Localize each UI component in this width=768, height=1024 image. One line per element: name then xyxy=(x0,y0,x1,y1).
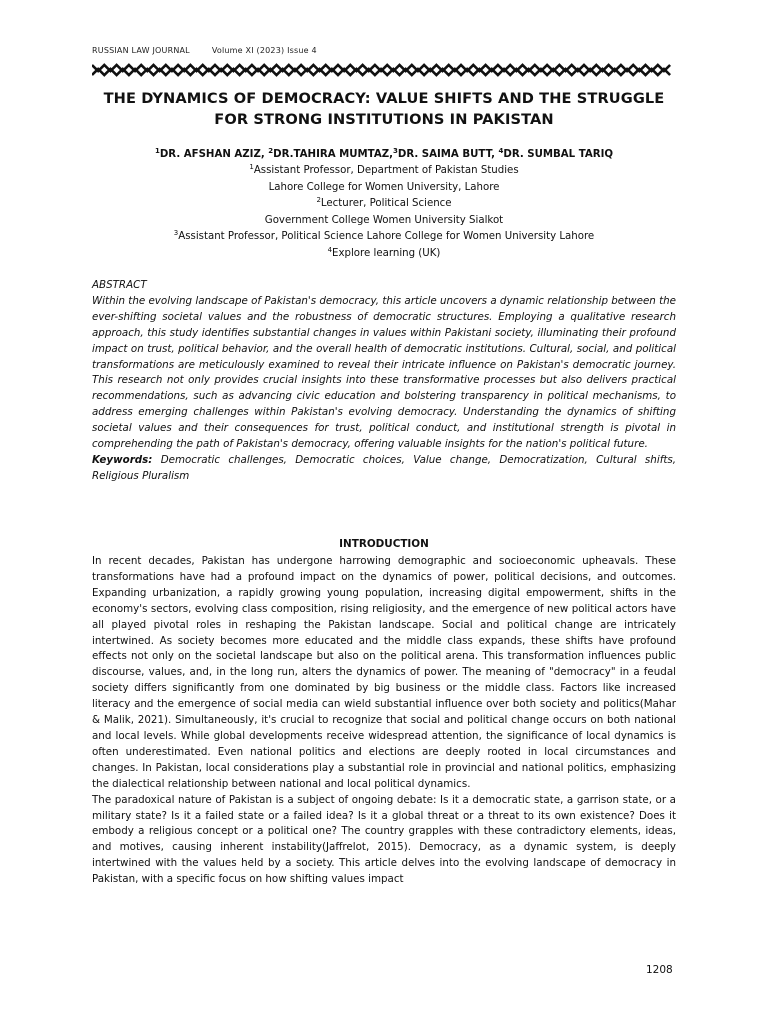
affiliation-text: Assistant Professor, Department of Pakistan Studies xyxy=(253,165,519,176)
affiliation-line xyxy=(92,163,676,180)
keywords-text: Democratic challenges, Democratic choices, Value change, Democratization, Cultural shifts, Religious Pluralism xyxy=(92,453,676,482)
ornamental-divider xyxy=(92,62,676,78)
author-name: DR. SUMBAL TARIQ xyxy=(503,149,614,160)
body-paragraph: The paradoxical nature of Pakistan is a subject of ongoing debate: Is it a democratic state, a garrison state, or a military state? Is it a failed state or a failed idea? Is it a global threat or a threat to its own existence? Does it embody a religious concept or a political one? The country grapples with these contradictory elements, ideas, and motives, causing inherent instability(Jaffrelot, 2015). Democracy, as a dynamic system, is deeply intertwined with the values held by a society. This article delves into the evolving landscape of democracy in Pakistan, with a specific focus on how shifting values impact xyxy=(92,793,676,886)
page-number: 1208 xyxy=(646,964,673,976)
paper-title xyxy=(92,88,676,130)
affiliation-text: Lahore College for Women University, Lahore xyxy=(268,181,500,193)
affiliation-sup: 1 xyxy=(249,163,254,171)
affiliation-text: Explore learning (UK) xyxy=(332,247,441,259)
affiliation-text: Government College Women University Sialkot xyxy=(264,214,504,226)
affiliation-line xyxy=(92,229,676,246)
affiliation-line xyxy=(92,213,676,230)
author-sup: 4 xyxy=(498,147,504,155)
affiliation-text: Assistant Professor, Political Science Lahore College for Women University Lahore xyxy=(178,231,595,242)
affiliation-line xyxy=(92,246,676,263)
author-sup: 1 xyxy=(154,147,160,155)
title-line-1: THE DYNAMICS OF DEMOCRACY: VALUE SHIFTS AND THE STRUGGLE xyxy=(103,90,665,107)
abstract-heading: ABSTRACT xyxy=(92,279,147,291)
journal-volume: Volume XI (2023) Issue 4 xyxy=(211,46,317,55)
abstract-section xyxy=(92,278,676,485)
introduction-heading: INTRODUCTION xyxy=(339,538,429,550)
introduction-body xyxy=(92,554,676,888)
author-name: DR. AFSHAN AZIZ, xyxy=(159,149,269,160)
author-sup: 3 xyxy=(392,147,398,155)
abstract-text: Within the evolving landscape of Pakistan's democracy, this article uncovers a dynamic relationship between the ever-shifting societal values and the robustness of democratic structures. Employing a qualitative research approach, this study identifies substantial changes in values within Pakistani society, illuminating their profound impact on trust, political behavior, and the overall health of democratic institutions. Cultural, social, and political transformations are meticulously examined to reveal their intricate influence on Pakistan's democratic journey. This research not only provides crucial insights into these transformative processes but also delivers practical recommendations, such as advancing civic education and bolstering transparency in political mechanisms, to address emerging challenges within Pakistan's evolving democracy. Understanding the dynamics of shifting societal values and their consequences for trust, political conduct, and institutional strength is pivotal in comprehending the path of Pakistan's democracy, offering valuable insights for the nation's political future. xyxy=(92,294,676,451)
affiliation-sup: 4 xyxy=(327,245,333,254)
title-line-2: FOR STRONG INSTITUTIONS IN PAKISTAN xyxy=(214,111,554,128)
affiliations xyxy=(92,163,676,262)
affiliation-text: Lecturer, Political Science xyxy=(320,198,452,209)
running-head xyxy=(92,46,317,55)
affiliation-sup: 2 xyxy=(316,196,321,204)
body-paragraph: In recent decades, Pakistan has undergone harrowing demographic and socioeconomic upheavals. These transformations have had a profound impact on the dynamics of power, political decisions, and outcomes. Expanding urbanization, a rapidly growing young population, increasing digital empowerment, shifts in the economy's sectors, evolving class composition, rising religiosity, and the emergence of new political actors have all played pivotal roles in reshaping the Pakistan landscape. Social and political change are intricately intertwined. As society becomes more educated and the middle class expands, these shifts have profound effects not only on the societal landscape but also on the political arena. This transformation influences public discourse, values, and, in the long run, alters the dynamics of power. The meaning of "democracy" in a feudal society differs significantly from one dominated by big business or the middle class. Factors like increased literacy and the emergence of social media can wield substantial influence over both society and politics(Mahar & Malik, 2021). Simultaneously, it's crucial to recognize that social and political change occurs on both national and local levels. While global developments receive widespread attention, the significance of local dynamics is often underestimated. Even national politics and elections are deeply rooted in local circumstances and changes. In Pakistan, local considerations play a substantial role in provincial and national politics, emphasizing the dialectical relationship between national and local political dynamics. xyxy=(92,555,676,790)
author-name: DR. SAIMA BUTT, xyxy=(397,149,499,160)
affiliation-line xyxy=(92,196,676,213)
author-name: DR.TAHIRA MUMTAZ, xyxy=(273,149,393,160)
author-sup: 2 xyxy=(268,147,274,155)
journal-name: RUSSIAN LAW JOURNAL xyxy=(92,46,190,55)
keywords-label: Keywords: xyxy=(92,453,153,466)
author-list xyxy=(92,147,676,162)
affiliation-line xyxy=(92,180,676,197)
affiliation-sup: 3 xyxy=(173,229,179,237)
